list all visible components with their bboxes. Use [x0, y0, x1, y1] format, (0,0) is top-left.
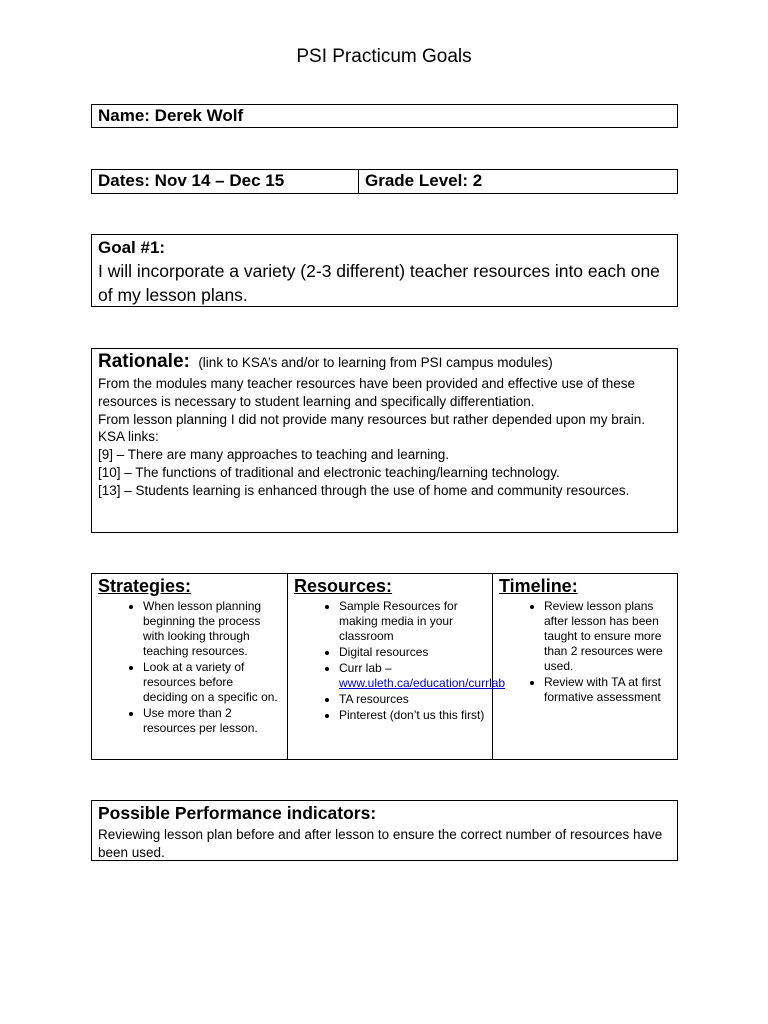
list-item: • Look at a variety of resources before deciding on a specific on. [143, 660, 281, 705]
rationale-line: [13] – Students learning is enhanced through the use of home and community resources. [98, 482, 630, 498]
performance-text: Reviewing lesson plan before and after lesson to ensure the correct number of resources have been used. [98, 827, 663, 860]
rationale-line: From the modules many teacher resources have been provided and effective use of these resources is necessary to student learning and specifically differentiation. [98, 376, 636, 409]
rationale-line: [10] – The functions of traditional and electronic teaching/learning technology. [98, 464, 560, 480]
rationale-line: From lesson planning I did not provide many resources but rather depended upon my brain. [98, 411, 646, 427]
performance-indicators-box [91, 800, 678, 861]
list-item: • Review lesson plans after lesson has been taught to ensure more than 2 resources were used. [544, 599, 671, 674]
rationale-subheading: (link to KSA’s and/or to learning from PSI campus modules) [198, 355, 553, 370]
goal-heading: Goal #1: [98, 238, 166, 257]
resources-heading: Resources: [294, 576, 393, 596]
strategies-column [92, 574, 288, 759]
timeline-heading: Timeline: [499, 576, 578, 596]
curr-lab-label: Curr lab – [339, 661, 392, 675]
rationale-header [98, 349, 671, 375]
dates-cell: Dates: Nov 14 – Dec 15 [92, 170, 359, 193]
list-item: • Sample Resources for making media in your classroom [339, 599, 486, 644]
performance-heading: Possible Performance indicators: [98, 803, 377, 823]
dates-grade-box [91, 169, 678, 194]
goal-box [91, 234, 678, 307]
strategies-list [98, 599, 281, 736]
strategies-heading: Strategies: [98, 576, 192, 596]
resources-column [288, 574, 506, 759]
grade-level-cell: Grade Level: 2 [365, 171, 483, 190]
name-line: Name: Derek Wolf [98, 106, 244, 125]
curr-lab-link[interactable]: www.uleth.ca/education/currlab [339, 676, 506, 690]
rationale-line: [9] – There are many approaches to teaching and learning. [98, 447, 449, 463]
list-item: • When lesson planning beginning the process with looking through teaching resources. [143, 599, 281, 659]
list-item: • TA resources [339, 692, 486, 707]
rationale-box [91, 348, 678, 533]
timeline-column [493, 574, 677, 759]
list-item: • Digital resources [339, 645, 486, 660]
timeline-list [499, 599, 671, 705]
rationale-line: KSA links: [98, 429, 159, 445]
name-box [91, 104, 678, 128]
resources-list [294, 599, 506, 723]
list-item: • Review with TA at first formative assessment [544, 675, 671, 705]
list-item: • Pinterest (don’t us this first) [339, 708, 486, 723]
list-item: • Use more than 2 resources per lesson. [143, 706, 281, 736]
goal-text: I will incorporate a variety (2-3 different) teacher resources into each one of my lesson plans. [98, 261, 660, 305]
rationale-heading: Rationale: [98, 351, 190, 372]
strategies-resources-timeline-table [91, 573, 678, 760]
page-title: PSI Practicum Goals [296, 46, 472, 67]
list-item [339, 661, 506, 691]
